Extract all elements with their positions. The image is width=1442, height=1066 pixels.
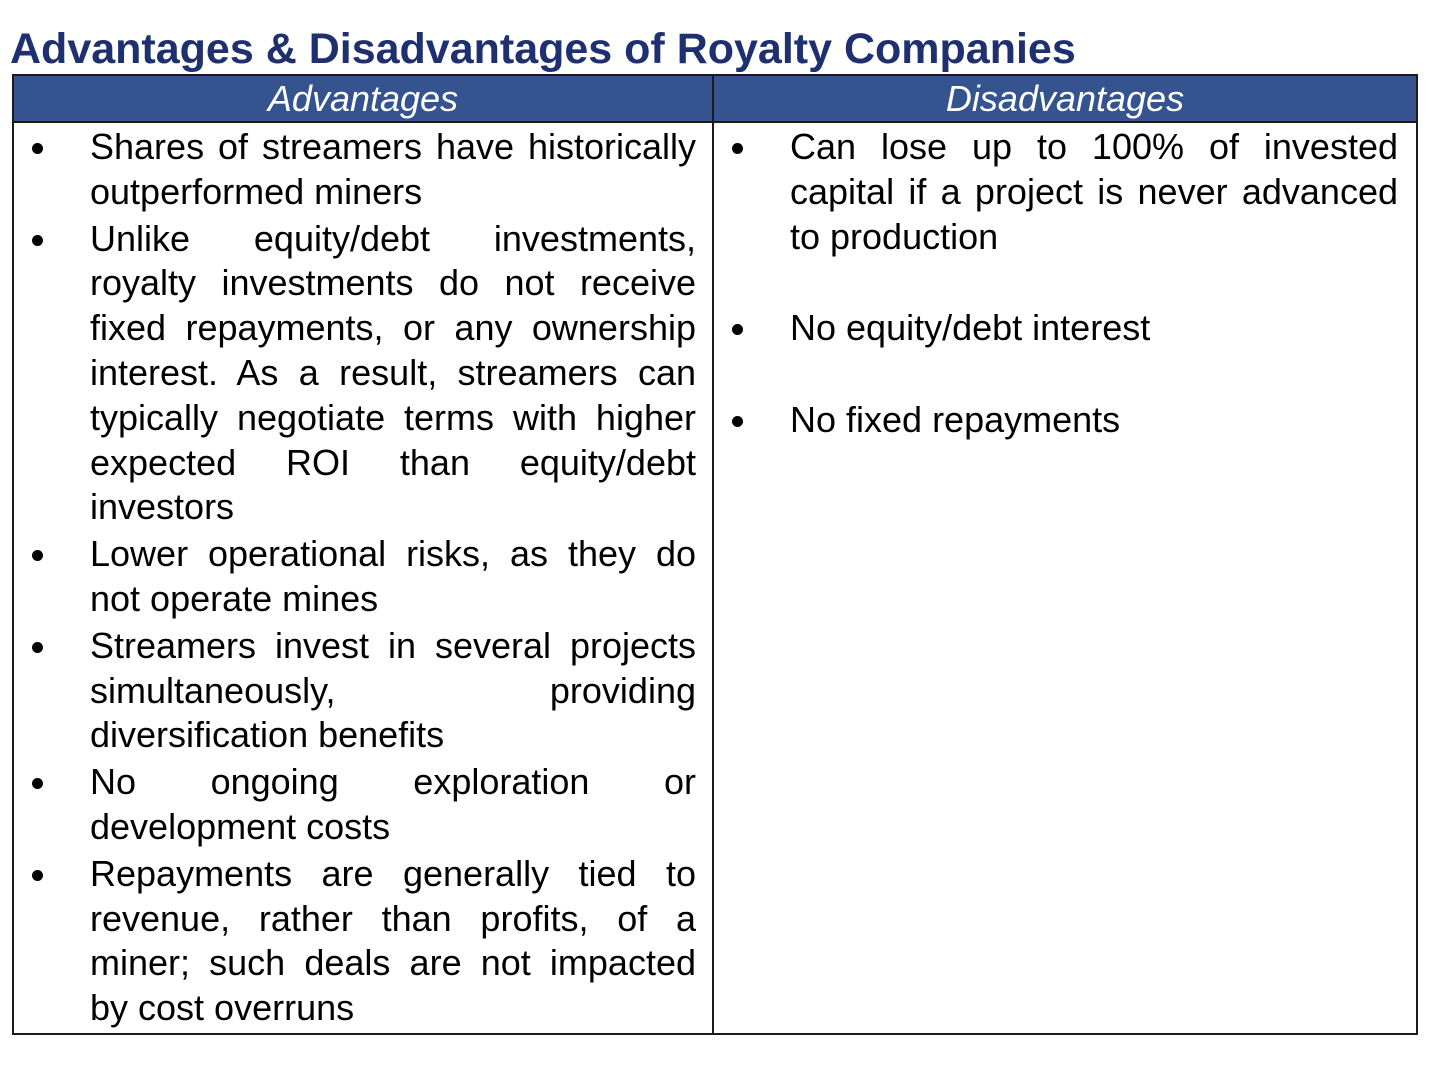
advantage-text: Shares of streamers have historically outperformed miners xyxy=(90,126,696,212)
bullet-icon xyxy=(32,870,43,881)
bullet-icon xyxy=(732,324,743,335)
advantages-cell xyxy=(13,122,713,1034)
list-item xyxy=(714,398,1416,443)
bullet-icon xyxy=(32,550,43,561)
list-item xyxy=(714,125,1416,259)
advantages-list xyxy=(14,123,712,1031)
list-item xyxy=(14,125,712,215)
list-item xyxy=(14,624,712,758)
disadvantages-header: Disadvantages xyxy=(713,75,1417,122)
advantage-text: No ongoing exploration or development costs xyxy=(90,761,696,847)
advantage-text: Lower operational risks, as they do not operate mines xyxy=(90,533,696,619)
advantages-header: Advantages xyxy=(13,75,713,122)
bullet-icon xyxy=(32,642,43,653)
disadvantage-text: No fixed repayments xyxy=(790,399,1121,441)
comparison-table xyxy=(12,74,1418,1035)
bullet-icon xyxy=(32,778,43,789)
table-header-row xyxy=(13,75,1417,122)
disadvantage-text: Can lose up to 100% of invested capital if a project is never advanced to production xyxy=(790,126,1398,257)
page-title: Advantages & Disadvantages of Royalty Companies xyxy=(10,25,1076,73)
list-item xyxy=(14,217,712,531)
advantage-text: Streamers invest in several projects simultaneously, providing diversification benefits xyxy=(90,624,696,756)
advantage-text: Unlike equity/debt investments, royalty investments do not receive fixed repayments, or any ownership interest. As a result, streamers can typically negotiate terms with higher expected ROI than equity/debt investors xyxy=(90,217,696,528)
list-item xyxy=(14,532,712,622)
list-item xyxy=(14,760,712,850)
disadvantages-cell xyxy=(713,122,1417,1034)
disadvantage-text: No equity/debt interest xyxy=(790,307,1151,349)
advantage-text: Repayments are generally tied to revenue, rather than profits, of a miner; such deals are not impacted by cost overruns xyxy=(90,852,696,1029)
disadvantages-list xyxy=(714,123,1416,443)
bullet-icon xyxy=(732,416,743,427)
bullet-icon xyxy=(32,235,43,246)
bullet-icon xyxy=(32,143,43,154)
list-item xyxy=(714,306,1416,351)
list-item xyxy=(14,852,712,1031)
bullet-icon xyxy=(732,143,743,154)
table-body-row xyxy=(13,122,1417,1034)
